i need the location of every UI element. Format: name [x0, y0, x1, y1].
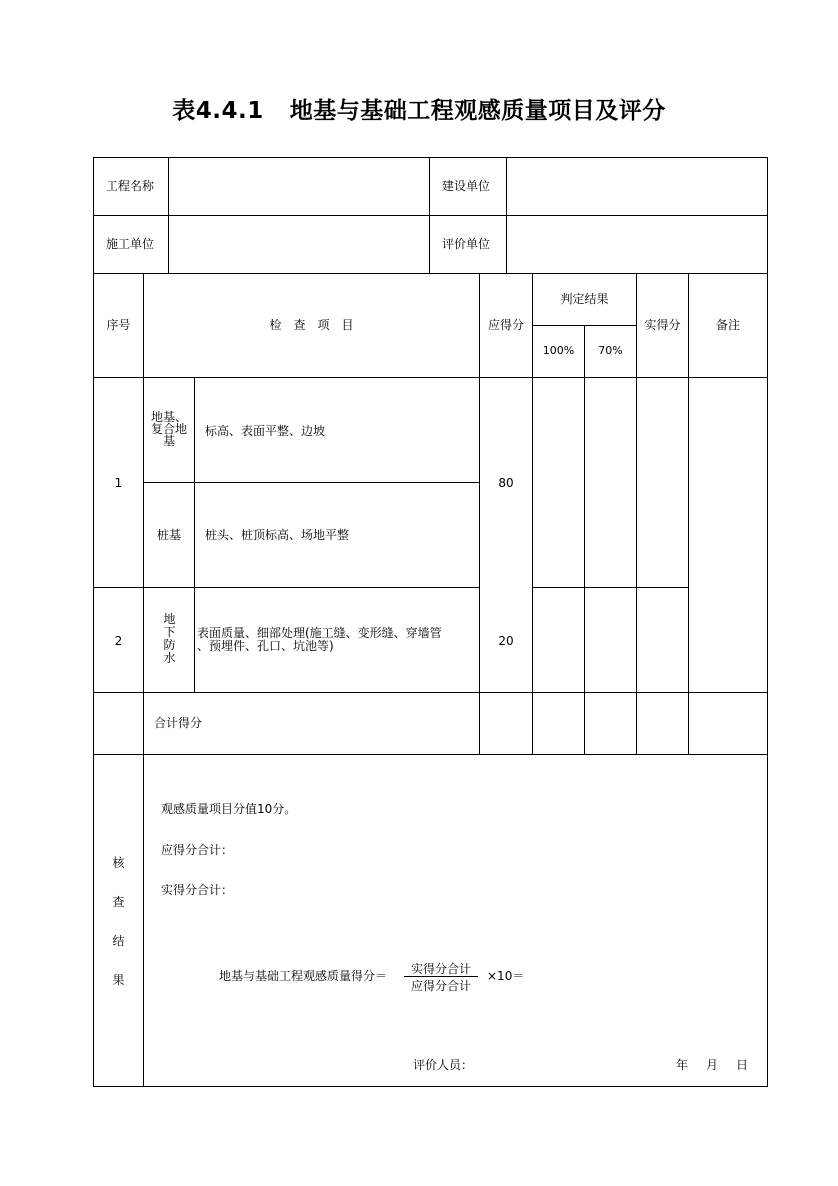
check-label-char-3: 结 — [112, 934, 125, 948]
row1-score: 80 — [498, 476, 514, 490]
row1-bottom-results — [532, 587, 689, 588]
builder-label: 建设单位 — [442, 179, 491, 193]
page-title — [0, 92, 838, 125]
actual-sum-label: 实得分合计： — [161, 883, 234, 897]
header-actual-score: 实得分 — [644, 318, 681, 332]
col-actual-right — [688, 273, 689, 755]
evaluator-unit-label: 评价单位 — [442, 237, 491, 251]
row1-content-1: 标高、表面平整、边坡 — [205, 424, 326, 438]
header-seq: 序号 — [106, 318, 131, 332]
row2-bottom — [93, 692, 768, 693]
table-border-right — [767, 157, 768, 1087]
header-pct-70: 70% — [598, 344, 623, 357]
row1-category-1: 地基、复合地基 — [150, 410, 187, 448]
total-bottom — [93, 754, 768, 755]
row1-sub-divider — [143, 482, 480, 483]
col-seq-right — [143, 273, 144, 1087]
check-label-char-4: 果 — [112, 973, 125, 987]
total-label: 合计得分 — [154, 716, 203, 730]
row2-content-line2: 、预埋件、孔口、坑池等) — [197, 639, 334, 653]
formula-denominator: 应得分合计 — [410, 979, 471, 993]
row2-category: 地下防水 — [163, 612, 176, 665]
expected-sum-label: 应得分合计： — [161, 843, 234, 857]
check-note: 观感质量项目分值10分。 — [161, 802, 297, 816]
formula-suffix: ×10＝ — [487, 969, 525, 983]
info-section-bottom — [93, 273, 768, 274]
header-pct-100: 100% — [542, 344, 575, 357]
col-item-right — [479, 273, 480, 755]
table-code: 表4.4.1 — [172, 98, 264, 124]
table-border-top — [93, 157, 768, 158]
table-border-bottom — [93, 1086, 768, 1087]
col-100-right — [584, 325, 585, 755]
row1-content-2: 桩头、桩顶标高、场地平整 — [205, 528, 350, 542]
project-name-label: 工程名称 — [106, 179, 155, 193]
info-col-divider-1 — [168, 157, 169, 274]
row2-content-line1: 表面质量、细部处理(施工缝、变形缝、穿墙管 — [197, 626, 442, 640]
check-label-char-2: 查 — [112, 895, 125, 909]
info-row-divider — [93, 215, 768, 216]
date-label: 年 月 日 — [676, 1058, 752, 1072]
row2-score: 20 — [498, 634, 514, 648]
row1-bottom — [93, 587, 480, 588]
header-remarks: 备注 — [715, 318, 740, 332]
evaluator-label: 评价人员： — [413, 1058, 474, 1072]
table-name: 地基与基础工程观感质量项目及评分 — [289, 98, 666, 124]
info-col-divider-3 — [506, 157, 507, 274]
constructor-label: 施工单位 — [106, 237, 155, 251]
row2-seq: 2 — [114, 634, 123, 648]
header-judgement: 判定结果 — [560, 292, 609, 306]
header-item: 检 查 项 目 — [269, 318, 354, 332]
formula-numerator: 实得分合计 — [410, 962, 471, 976]
header-expected-score: 应得分 — [487, 318, 524, 332]
check-label-char-1: 核 — [112, 856, 125, 870]
row1-category-2: 桩基 — [156, 528, 181, 542]
formula-prefix: 地基与基础工程观感质量得分＝ — [219, 969, 388, 983]
row1-seq: 1 — [114, 476, 123, 490]
info-col-divider-2 — [429, 157, 430, 274]
